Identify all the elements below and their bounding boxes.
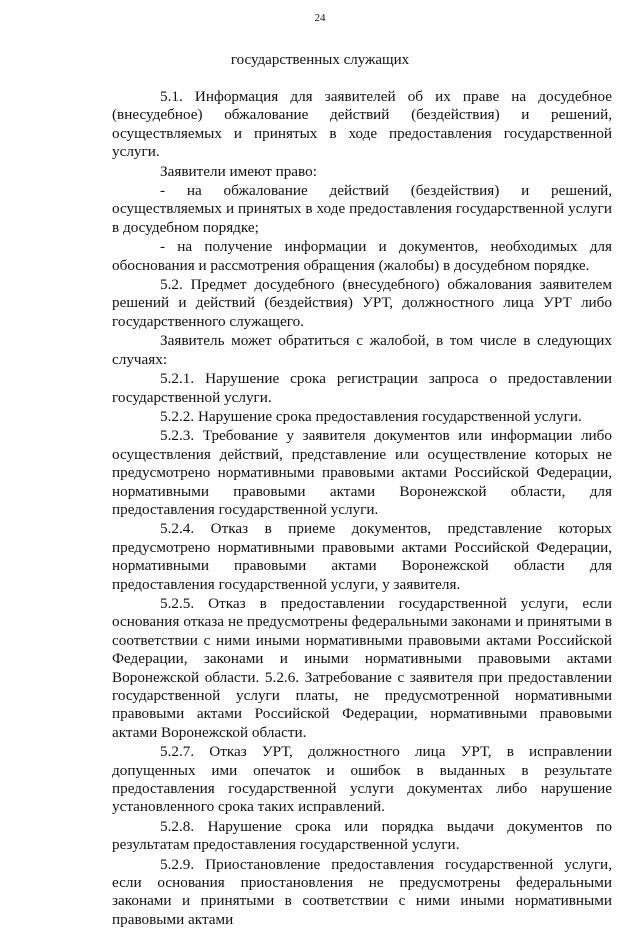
paragraph-complaint-cases: Заявитель может обратиться с жалобой, в том числе в следующих случаях: [112, 332, 612, 368]
paragraph-5-2: 5.2. Предмет досудебного (внесудебного) обжалования заявителем решений и действий (бездействия) УРТ, должностного лица УРТ либо государственного служащего. [112, 276, 612, 330]
document-body [112, 88, 612, 930]
paragraph-5-2-3: 5.2.3. Требование у заявителя документов или информации либо осуществления действий, представление или осуществление которых не предусмотрено нормативными правовыми актами Российской Федерации, нормативными правовыми актами Воронежской области, для предоставления государственной услуги. [112, 427, 612, 518]
paragraph-5-2-8: 5.2.8. Нарушение срока или порядка выдачи документов по результатам предоставления государственной услуги. [112, 817, 612, 854]
paragraph-right-information: - на получение информации и документов, необходимых для обоснования и рассмотрения обращения (жалобы) в досудебном порядке. [112, 238, 612, 274]
paragraph-5-2-1: 5.2.1. Нарушение срока регистрации запроса о предоставлении государственной услуги. [112, 370, 612, 406]
paragraph-applicants-rights: Заявители имеют право: [160, 162, 317, 180]
paragraph-5-2-4: 5.2.4. Отказ в приеме документов, представление которых предусмотрено нормативными правовыми актами Российской Федерации, нормативными правовыми актами Воронежской области для предоставления государственной услуги, у заявителя. [112, 520, 612, 593]
page-number: 24 [314, 12, 326, 24]
paragraph-right-appeal: - на обжалование действий (бездействия) и решений, осуществляемых и принятых в ходе предоставления государственной услуги в досудебном порядке; [112, 182, 612, 236]
page-heading: государственных служащих [230, 52, 410, 68]
paragraph-5-1: 5.1. Информация для заявителей об их праве на досудебное (внесудебное) обжалование действий (бездействия) и решений, осуществляемых и принятых в ходе предоставления государственной услуги. [112, 88, 612, 161]
paragraph-5-2-5: 5.2.5. Отказ в предоставлении государственной услуги, если основания отказа не предусмотрены федеральными законами и принятыми в соответствии с ними иными нормативными правовыми актами Российской Федерации, законами и иными нормативными правовыми актами Воронежской области. 5.2.6. Затребование с заявителя при предоставлении государственной услуги платы, не предусмотренной нормативными правовыми актами Российской Федерации, нормативными правовыми актами Воронежской области. [112, 594, 612, 741]
paragraph-5-2-2: 5.2.2. Нарушение срока предоставления государственной услуги. [160, 407, 582, 425]
paragraph-5-2-7: 5.2.7. Отказ УРТ, должностного лица УРТ, в исправлении допущенных ими опечаток и ошибок в выданных в результате предоставления государственной услуги документах либо нарушение установленного срока таких исправлений. [112, 743, 612, 816]
paragraph-5-2-9: 5.2.9. Приостановление предоставления государственной услуги, если основания приостановления не предусмотрены федеральными законами и принятыми в соответствии с ними иными нормативными правовыми актами [112, 855, 612, 928]
